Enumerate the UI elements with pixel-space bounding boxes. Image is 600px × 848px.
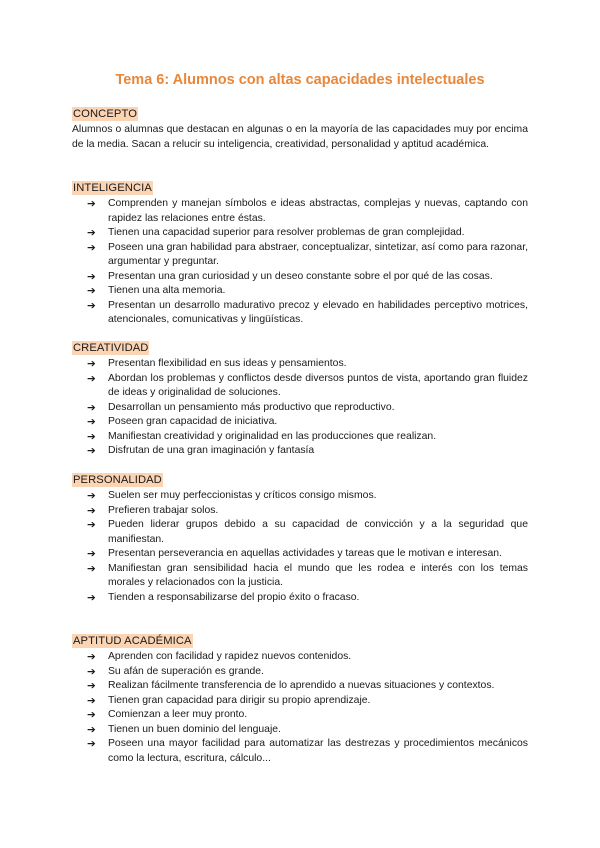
list-item [72,299,528,328]
arrow-bullet-icon: ➔ [87,198,96,210]
list-item-text: Tienen gran capacidad para dirigir su propio aprendizaje. [108,694,371,706]
list-item [72,489,528,504]
concepto-paragraph: Alumnos o alumnas que destacan en algunas o en la mayoría de las capacidades muy por encima de la media. Sacan a relucir su inteligencia, creatividad, personalidad y aptitud académica. [72,124,528,150]
section-heading-aptitud-academica: APTITUD ACADÉMICA [73,635,192,647]
list-item [72,679,528,694]
list-item [72,591,528,606]
arrow-bullet-icon: ➔ [87,504,96,517]
list-item [72,562,528,591]
arrow-bullet-icon: ➔ [87,490,96,502]
list-item [72,650,528,665]
list-item-text: Tienen una alta memoria. [108,285,226,296]
arrow-bullet-icon: ➔ [87,401,96,414]
list-item-text: Comienzan a leer muy pronto. [108,709,248,720]
section-heading-concepto: CONCEPTO [73,108,137,120]
list-item-text: Presentan una gran curiosidad y un deseo constante sobre el por qué de las cosas. [108,270,493,282]
arrow-bullet-icon: ➔ [87,358,96,370]
arrow-bullet-icon: ➔ [87,562,96,575]
section-heading-creatividad: CREATIVIDAD [73,342,149,354]
list-item-text: Suelen ser muy perfeccionistas y críticos consigo mismos. [108,490,377,501]
list-item-text: Abordan los problemas y conflictos desde diversos puntos de vista, aportando gran fluidez de ideas y originalidad de soluciones. [108,372,528,398]
list-item [72,401,528,416]
arrow-bullet-icon: ➔ [87,416,96,428]
arrow-bullet-icon: ➔ [87,709,96,721]
list-item [72,430,528,445]
list-item [72,708,528,723]
section-heading-inteligencia: INTELIGENCIA [73,182,152,194]
list-item [72,737,528,766]
arrow-bullet-icon: ➔ [87,723,96,736]
list-item [72,694,528,709]
list-item-text: Tienden a responsabilizarse del propio éxito o fracaso. [108,591,360,603]
arrow-bullet-icon: ➔ [87,694,96,707]
list-item [72,518,528,547]
arrow-bullet-icon: ➔ [87,738,96,750]
personalidad-list [72,489,528,605]
list-item-text: Tienen un buen dominio del lenguaje. [108,723,281,735]
section-concepto [72,104,528,152]
list-item [72,226,528,241]
arrow-bullet-icon: ➔ [87,285,96,297]
arrow-bullet-icon: ➔ [87,241,96,254]
arrow-bullet-icon: ➔ [87,591,96,604]
arrow-bullet-icon: ➔ [87,651,96,663]
list-item-text: Prefieren trabajar solos. [108,504,219,516]
aptitud-list [72,650,528,766]
list-item [72,504,528,519]
creatividad-list [72,357,528,459]
list-item-text: Desarrollan un pensamiento más productivo que reproductivo. [108,401,395,413]
list-item-text: Presentan perseverancia en aquellas actividades y tareas que le motivan e interesan. [108,548,502,559]
list-item [72,444,528,459]
section-aptitud-academica [72,631,528,766]
arrow-bullet-icon: ➔ [87,372,96,385]
list-item [72,723,528,738]
section-creatividad [72,338,528,459]
list-item [72,415,528,430]
list-item-text: Poseen una gran habilidad para abstraer, conceptualizar, sintetizar, así como para razonar, argumentar y preguntar. [108,241,528,267]
section-inteligencia [72,178,528,328]
list-item-text: Poseen gran capacidad de iniciativa. [108,416,278,427]
list-item-text: Realizan fácilmente transferencia de lo aprendido a nuevas situaciones y contextos. [108,680,495,691]
section-personalidad [72,470,528,605]
list-item-text: Comprenden y manejan símbolos e ideas abstractas, complejas y nuevas, captando con rapidez las relaciones entre éstas. [108,198,528,224]
list-item-text: Manifiestan gran sensibilidad hacia el mundo que les rodea e interés con los temas morales y relacionados con la justicia. [108,562,528,588]
list-item [72,241,528,270]
arrow-bullet-icon: ➔ [87,519,96,531]
list-item-text: Presentan flexibilidad en sus ideas y pensamientos. [108,358,347,369]
arrow-bullet-icon: ➔ [87,227,96,239]
list-item [72,284,528,299]
list-item [72,357,528,372]
list-item-text: Pueden liderar grupos debido a su capacidad de convicción y a la seguridad que manifiestan. [108,519,528,545]
list-item [72,547,528,562]
arrow-bullet-icon: ➔ [87,430,96,443]
list-item [72,665,528,680]
list-item-text: Tienen una capacidad superior para resolver problemas de gran complejidad. [108,227,465,238]
list-item-text: Presentan un desarrollo madurativo precoz y elevado en habilidades perceptivo motrices, atencionales, comunicativas y lingüísticas. [108,299,528,325]
arrow-bullet-icon: ➔ [87,665,96,678]
arrow-bullet-icon: ➔ [87,270,96,283]
list-item-text: Su afán de superación es grande. [108,665,264,677]
list-item [72,197,528,226]
inteligencia-list [72,197,528,328]
arrow-bullet-icon: ➔ [87,445,96,457]
section-heading-personalidad: PERSONALIDAD [73,474,162,486]
list-item-text: Poseen una mayor facilidad para automatizar las destrezas y procedimientos mecánicos como la lectura, escritura, cálculo... [108,738,528,764]
list-item [72,270,528,285]
list-item [72,372,528,401]
arrow-bullet-icon: ➔ [87,680,96,692]
list-item-text: Manifiestan creatividad y originalidad en las producciones que realizan. [108,430,437,442]
arrow-bullet-icon: ➔ [87,299,96,312]
arrow-bullet-icon: ➔ [87,548,96,560]
list-item-text: Disfrutan de una gran imaginación y fantasía [108,445,315,456]
page-title: Tema 6: Alumnos con altas capacidades intelectuales [115,72,485,88]
list-item-text: Aprenden con facilidad y rapidez nuevos contenidos. [108,651,352,662]
